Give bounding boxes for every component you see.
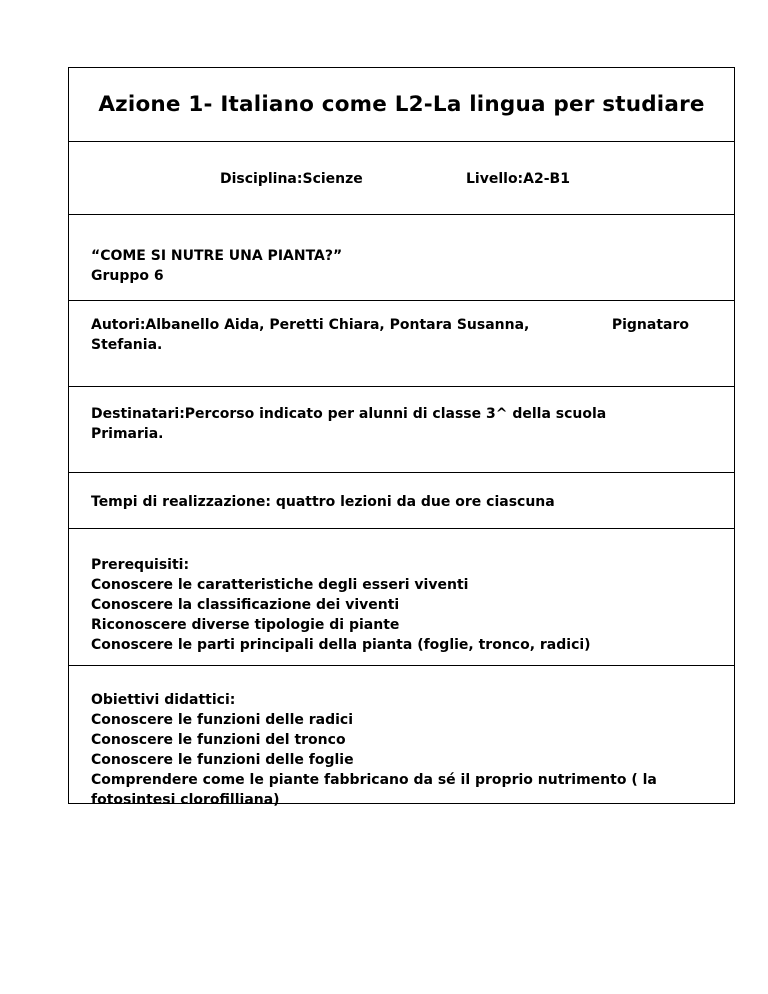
list-item: Conoscere le funzioni del tronco [91, 732, 346, 748]
autori-line-1 [91, 315, 712, 335]
topic-row [69, 215, 734, 301]
list-item: Conoscere le parti principali della pianta (foglie, tronco, radici) [91, 637, 591, 653]
prerequisiti-row [69, 529, 734, 666]
destinatari-line-2: Primaria. [91, 426, 164, 442]
tempi-row [69, 473, 734, 529]
subject-row [69, 142, 734, 215]
destinatari-line-1: Destinatari:Percorso indicato per alunni di classe 3^ della scuola [91, 406, 607, 422]
autori-text-end: Pignataro [611, 317, 689, 333]
obiettivi-heading: Obiettivi didattici: [91, 692, 236, 708]
list-item: Conoscere le funzioni delle radici [91, 712, 354, 728]
disciplina-label: Disciplina:Scienze [220, 171, 363, 187]
list-item: Conoscere le funzioni delle foglie [91, 752, 354, 768]
document-title: Azione 1- Italiano come L2-La lingua per studiare [98, 92, 705, 117]
autori-text: Autori:Albanello Aida, Peretti Chiara, Pontara Susanna, [91, 317, 530, 333]
list-item: Riconoscere diverse tipologie di piante [91, 617, 400, 633]
list-item: Comprendere come le piante fabbricano da sé il proprio nutrimento ( la fotosintesi clorofilliana) [91, 772, 657, 808]
list-item: Conoscere le caratteristiche degli esseri viventi [91, 577, 469, 593]
livello-label: Livello:A2-B1 [466, 171, 570, 187]
prerequisiti-heading: Prerequisiti: [91, 557, 190, 573]
autori-line-2: Stefania. [91, 337, 163, 353]
autori-row [69, 301, 734, 387]
document-table [68, 67, 735, 808]
gruppo-label: Gruppo 6 [91, 268, 164, 284]
title-row [69, 68, 734, 142]
obiettivi-row [69, 666, 734, 808]
topic-title: “COME SI NUTRE UNA PIANTA?” [91, 248, 343, 264]
tempi-text: Tempi di realizzazione: quattro lezioni da due ore ciascuna [91, 494, 555, 510]
destinatari-row [69, 387, 734, 473]
list-item: Conoscere la classificazione dei viventi [91, 597, 400, 613]
